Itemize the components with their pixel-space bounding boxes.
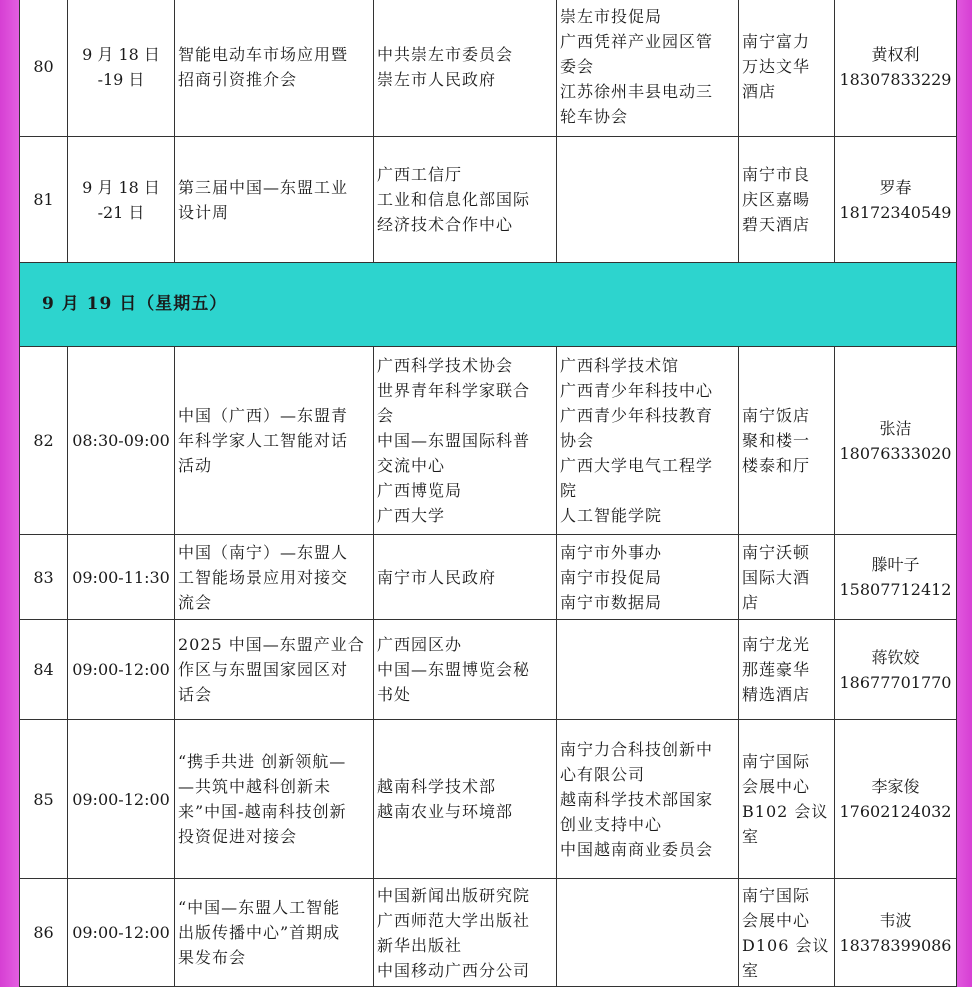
contact-cell (835, 347, 957, 535)
contact-cell (835, 720, 957, 879)
venue-line: 南宁富力 (742, 32, 811, 51)
event-line: 中国（广西）—东盟青 (178, 406, 349, 425)
organizer-line: 越南农业与环境部 (377, 802, 514, 821)
organizer-line: 书处 (377, 685, 412, 704)
date-cell (68, 137, 175, 263)
event-line: “携手共进 创新领航— (178, 752, 347, 771)
event-line: 作区与东盟国家园区对 (178, 660, 349, 679)
contact-name: 韦波 (879, 910, 912, 930)
contact-cell (835, 535, 957, 620)
event-line: —共筑中越科创新未 (178, 777, 332, 796)
co-organizer-cell (557, 720, 739, 879)
contact-name: 黄权利 (871, 44, 920, 64)
venue-line: 酒店 (742, 82, 777, 101)
organizer-line: 广西科学技术协会 (377, 356, 514, 375)
co-organizer-line: 轮车协会 (560, 107, 629, 126)
row-number: 82 (20, 347, 68, 535)
co-organizer-line: 委会 (560, 57, 595, 76)
co-organizer-line: 院 (560, 481, 578, 500)
organizer-cell (374, 137, 557, 263)
co-organizer-line: 崇左市投促局 (560, 7, 663, 26)
table-row (20, 620, 957, 720)
co-organizer-line: 广西青少年科技中心 (560, 381, 714, 400)
venue-line: 庆区嘉暘 (742, 190, 811, 209)
organizer-line: 广西博览局 (377, 481, 463, 500)
event-line: 中国（南宁）—东盟人 (178, 542, 349, 562)
venue-line: 南宁饭店 (742, 406, 811, 425)
contact-phone: 18307833229 (839, 69, 952, 89)
table-row (20, 879, 957, 987)
co-organizer-line: 广西科学技术馆 (560, 356, 680, 375)
organizer-line: 中国移动广西分公司 (377, 960, 531, 980)
organizer-line: 世界青年科学家联合 (377, 381, 531, 400)
event-cell (175, 620, 374, 720)
organizer-line: 中共崇左市委员会 (377, 44, 514, 64)
organizer-line: 越南科学技术部 (377, 777, 497, 796)
co-organizer-line: 南宁市外事办 (560, 542, 663, 562)
co-organizer-line: 协会 (560, 431, 595, 450)
date-line: -19 日 (97, 69, 145, 89)
venue-cell (739, 0, 835, 137)
table-row (20, 535, 957, 620)
event-cell (175, 0, 374, 137)
schedule-table (19, 0, 957, 987)
venue-cell (739, 347, 835, 535)
venue-line: 国际大酒 (742, 567, 811, 587)
co-organizer-cell (557, 620, 739, 720)
event-line: 2025 中国—东盟产业合 (178, 635, 365, 654)
co-organizer-line: 中国越南商业委员会 (560, 839, 714, 859)
co-organizer-cell (557, 137, 739, 263)
organizer-line: 交流中心 (377, 456, 446, 475)
co-organizer-cell (557, 347, 739, 535)
event-line: 话会 (178, 685, 213, 704)
organizer-line: 广西大学 (377, 506, 446, 525)
venue-line: B102 会议 (742, 802, 829, 821)
co-organizer-line: 南宁力合科技创新中 (560, 739, 714, 759)
time-cell: 09:00-11:30 (68, 535, 175, 620)
event-line: 果发布会 (178, 948, 247, 967)
venue-line: 南宁市良 (742, 165, 811, 184)
row-number: 84 (20, 620, 68, 720)
co-organizer-line: 越南科学技术部国家 (560, 789, 714, 809)
organizer-line: 中国新闻出版研究院 (377, 885, 531, 905)
organizer-line: 工业和信息化部国际 (377, 190, 531, 209)
contact-name: 滕叶子 (871, 555, 920, 574)
contact-phone: 18076333020 (839, 443, 952, 463)
venue-line: 室 (742, 960, 760, 980)
event-line: 年科学家人工智能对话 (178, 431, 349, 450)
date-cell (68, 0, 175, 137)
venue-line: 会展中心 (742, 910, 811, 930)
date-line: 9 月 18 日 (82, 177, 160, 197)
table-row (20, 137, 957, 263)
row-number: 86 (20, 879, 68, 987)
venue-line: D106 会议 (742, 935, 830, 955)
contact-name: 罗春 (879, 177, 912, 197)
venue-cell (739, 879, 835, 987)
row-number: 85 (20, 720, 68, 879)
event-line: 工智能场景应用对接交 (178, 567, 349, 587)
venue-line: 室 (742, 827, 760, 846)
organizer-line: 会 (377, 406, 395, 425)
time-cell: 08:30-09:00 (68, 347, 175, 535)
organizer-cell (374, 0, 557, 137)
organizer-cell (374, 535, 557, 620)
venue-line: 南宁国际 (742, 752, 811, 771)
venue-line: 南宁沃顿 (742, 542, 811, 562)
organizer-line: 崇左市人民政府 (377, 69, 497, 89)
contact-phone: 15807712412 (839, 580, 952, 599)
co-organizer-line: 心有限公司 (560, 764, 646, 784)
organizer-cell (374, 879, 557, 987)
co-organizer-line: 创业支持中心 (560, 814, 663, 834)
event-line: 招商引资推介会 (178, 69, 298, 89)
venue-line: 会展中心 (742, 777, 811, 796)
day-header: 9 月 19 日（星期五） (20, 263, 957, 347)
day-header-row (20, 263, 957, 347)
contact-cell (835, 879, 957, 987)
row-number: 80 (20, 0, 68, 137)
time-cell: 09:00-12:00 (68, 620, 175, 720)
event-line: 流会 (178, 592, 213, 612)
contact-phone: 18378399086 (839, 935, 952, 955)
event-cell (175, 137, 374, 263)
event-cell (175, 347, 374, 535)
organizer-line: 广西园区办 (377, 635, 463, 654)
event-line: 活动 (178, 456, 213, 475)
contact-cell (835, 0, 957, 137)
organizer-line: 新华出版社 (377, 935, 463, 955)
event-line: 智能电动车市场应用暨 (178, 44, 349, 64)
co-organizer-line: 广西青少年科技教育 (560, 406, 714, 425)
date-line: 9 月 18 日 (82, 44, 160, 64)
contact-phone: 17602124032 (839, 802, 952, 821)
event-line: 设计周 (178, 202, 230, 222)
venue-line: 精选酒店 (742, 685, 811, 704)
organizer-line: 广西师范大学出版社 (377, 910, 531, 930)
venue-line: 楼泰和厅 (742, 456, 811, 475)
table-row (20, 0, 957, 137)
contact-cell (835, 620, 957, 720)
organizer-cell (374, 347, 557, 535)
organizer-line: 广西工信厅 (377, 165, 463, 184)
organizer-cell (374, 720, 557, 879)
venue-line: 那莲豪华 (742, 660, 811, 679)
contact-phone: 18172340549 (839, 202, 952, 222)
row-number: 83 (20, 535, 68, 620)
co-organizer-line: 南宁市投促局 (560, 567, 663, 587)
event-line: 投资促进对接会 (178, 827, 298, 846)
organizer-line: 经济技术合作中心 (377, 215, 514, 234)
organizer-cell (374, 620, 557, 720)
venue-line: 南宁国际 (742, 885, 811, 905)
venue-cell (739, 137, 835, 263)
co-organizer-line: 广西凭祥产业园区管 (560, 32, 714, 51)
event-cell (175, 879, 374, 987)
contact-name: 李家俊 (871, 777, 920, 796)
event-cell (175, 720, 374, 879)
time-cell: 09:00-12:00 (68, 879, 175, 987)
venue-line: 店 (742, 592, 760, 612)
organizer-line: 南宁市人民政府 (377, 567, 497, 587)
row-number: 81 (20, 137, 68, 263)
contact-cell (835, 137, 957, 263)
contact-phone: 18677701770 (839, 672, 952, 692)
venue-cell (739, 535, 835, 620)
co-organizer-cell (557, 0, 739, 137)
time-cell: 09:00-12:00 (68, 720, 175, 879)
venue-line: 聚和楼一 (742, 431, 811, 450)
co-organizer-cell (557, 535, 739, 620)
venue-line: 万达文华 (742, 57, 811, 76)
co-organizer-line: 广西大学电气工程学 (560, 456, 714, 475)
table-row (20, 347, 957, 535)
contact-name: 张洁 (879, 418, 912, 438)
co-organizer-line: 人工智能学院 (560, 506, 663, 525)
co-organizer-line: 南宁市数据局 (560, 592, 663, 612)
co-organizer-line: 江苏徐州丰县电动三 (560, 82, 714, 101)
contact-name: 蒋钦姣 (871, 647, 920, 667)
event-cell (175, 535, 374, 620)
schedule-sheet (19, 0, 956, 986)
co-organizer-cell (557, 879, 739, 987)
table-row (20, 720, 957, 879)
venue-line: 碧天酒店 (742, 215, 811, 234)
organizer-line: 中国—东盟国际科普 (377, 431, 531, 450)
venue-cell (739, 620, 835, 720)
event-line: 第三届中国—东盟工业 (178, 177, 349, 197)
date-line: -21 日 (97, 202, 145, 222)
venue-cell (739, 720, 835, 879)
venue-line: 南宁龙光 (742, 635, 811, 654)
event-line: “中国—东盟人工智能 (178, 898, 341, 917)
organizer-line: 中国—东盟博览会秘 (377, 660, 531, 679)
event-line: 出版传播中心”首期成 (178, 923, 341, 942)
event-line: 来”中国-越南科技创新 (178, 802, 347, 821)
